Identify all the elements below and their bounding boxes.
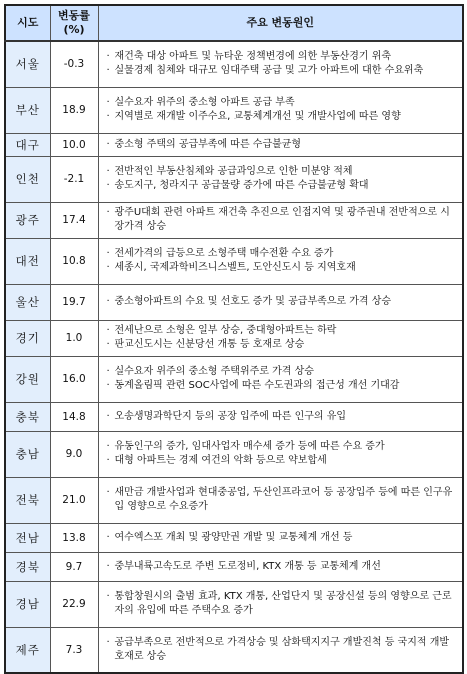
header-reasons: 주요 변동원인 [98, 5, 463, 41]
reasons-cell [98, 320, 463, 356]
reasons-cell [98, 133, 463, 156]
table-row [5, 431, 463, 477]
reason-item: · 실수요자 위주의 중소형 아파트 공급 부족 [107, 96, 457, 110]
rate-cell: 18.9 [50, 87, 98, 133]
rate-cell: 9.0 [50, 431, 98, 477]
table-row [5, 87, 463, 133]
rate-cell: 22.9 [50, 581, 98, 627]
reason-item: · 세종시, 국제과학비즈니스벨트, 도안신도시 등 지역호재 [107, 261, 457, 275]
reason-item: · 새만금 개발사업과 현대중공업, 두산인프라코어 등 공장입주 등에 따른 인구유입 영향으로 수요증가 [107, 486, 457, 514]
table-row [5, 477, 463, 523]
housing-price-change-table [4, 4, 464, 674]
table-row [5, 581, 463, 627]
reasons-cell [98, 581, 463, 627]
region-cell: 경남 [5, 581, 50, 627]
rate-cell: 17.4 [50, 202, 98, 238]
header-rate: 변동률 (%) [50, 5, 98, 41]
reason-item: · 동계올림픽 관련 SOC사업에 따른 수도권과의 접근성 개선 기대감 [107, 379, 457, 393]
reason-item: · 통합창원시의 출범 효과, KTX 개통, 산업단지 및 공장신설 등의 영향으로 근로자의 유입에 따른 주택수요 증가 [107, 590, 457, 618]
region-cell: 충북 [5, 402, 50, 431]
rate-cell: 9.7 [50, 552, 98, 581]
reason-item: · 유동인구의 증가, 임대사업자 매수세 증가 등에 따른 수요 증가 [107, 440, 457, 454]
region-cell: 전북 [5, 477, 50, 523]
reasons-cell [98, 477, 463, 523]
reason-item: · 전세가격의 급등으로 소형주택 매수전환 수요 증가 [107, 247, 457, 261]
table-row [5, 402, 463, 431]
rate-cell: 13.8 [50, 523, 98, 552]
rate-cell: 19.7 [50, 284, 98, 320]
region-cell: 대전 [5, 238, 50, 284]
reasons-cell [98, 356, 463, 402]
region-cell: 전남 [5, 523, 50, 552]
table-row [5, 284, 463, 320]
table-row [5, 238, 463, 284]
region-cell: 부산 [5, 87, 50, 133]
table-row [5, 523, 463, 552]
reasons-cell [98, 202, 463, 238]
reasons-cell [98, 402, 463, 431]
table-body [5, 41, 463, 673]
reason-item: · 실물경제 침체와 대규모 임대주택 공급 및 고가 아파트에 대한 수요위축 [107, 64, 457, 78]
reasons-cell [98, 523, 463, 552]
region-cell: 서울 [5, 41, 50, 87]
reason-item: · 재건축 대상 아파트 및 뉴타운 정책변경에 의한 부동산경기 위축 [107, 50, 457, 64]
region-cell: 충남 [5, 431, 50, 477]
reason-item: · 송도지구, 청라지구 공급물량 증가에 따른 수급불균형 확대 [107, 179, 457, 193]
rate-cell: 14.8 [50, 402, 98, 431]
reason-item: · 중부내륙고속도로 주변 도로정비, KTX 개통 등 교통체계 개선 [107, 560, 457, 574]
rate-cell: 10.0 [50, 133, 98, 156]
reason-item: · 지역별로 재개발 이주수요, 교통체계개선 및 개발사업에 따른 영향 [107, 110, 457, 124]
table-row [5, 133, 463, 156]
reason-item: · 판교신도시는 신분당선 개통 등 호재로 상승 [107, 338, 457, 352]
rate-cell: 1.0 [50, 320, 98, 356]
housing-price-table-container [4, 4, 462, 674]
region-cell: 강원 [5, 356, 50, 402]
table-row [5, 202, 463, 238]
rate-cell: -0.3 [50, 41, 98, 87]
reasons-cell [98, 627, 463, 673]
reasons-cell [98, 41, 463, 87]
reasons-cell [98, 284, 463, 320]
table-row [5, 41, 463, 87]
reasons-cell [98, 431, 463, 477]
region-cell: 경북 [5, 552, 50, 581]
table-row [5, 320, 463, 356]
reason-item: · 오송생명과학단지 등의 공장 입주에 따른 인구의 유입 [107, 410, 457, 424]
reason-item: · 전세난으로 소형은 일부 상승, 중대형아파트는 하락 [107, 324, 457, 338]
table-row [5, 356, 463, 402]
table-header-row [5, 5, 463, 41]
table-row [5, 156, 463, 202]
reasons-cell [98, 87, 463, 133]
region-cell: 광주 [5, 202, 50, 238]
reasons-cell [98, 238, 463, 284]
reasons-cell [98, 156, 463, 202]
header-region: 시도 [5, 5, 50, 41]
table-row [5, 552, 463, 581]
rate-cell: 21.0 [50, 477, 98, 523]
rate-cell: 10.8 [50, 238, 98, 284]
reasons-cell [98, 552, 463, 581]
region-cell: 경기 [5, 320, 50, 356]
reason-item: · 중소형아파트의 수요 및 선호도 증가 및 공급부족으로 가격 상승 [107, 295, 457, 309]
reason-item: · 여수엑스포 개최 및 광양만권 개발 및 교통체계 개선 등 [107, 531, 457, 545]
region-cell: 대구 [5, 133, 50, 156]
region-cell: 인천 [5, 156, 50, 202]
rate-cell: 16.0 [50, 356, 98, 402]
rate-cell: 7.3 [50, 627, 98, 673]
region-cell: 제주 [5, 627, 50, 673]
reason-item: · 실수요자 위주의 중소형 주택위주로 가격 상승 [107, 365, 457, 379]
reason-item: · 광주U대회 관련 아파트 재건축 추진으로 인접지역 및 광주권내 전반적으로 시장가격 상승 [107, 206, 457, 234]
reason-item: · 대형 아파트는 경제 여건의 악화 등으로 약보합세 [107, 454, 457, 468]
table-row [5, 627, 463, 673]
reason-item: · 전반적인 부동산침체와 공급과잉으로 인한 미분양 적체 [107, 165, 457, 179]
rate-cell: -2.1 [50, 156, 98, 202]
reason-item: · 중소형 주택의 공급부족에 따른 수급불균형 [107, 138, 457, 152]
region-cell: 울산 [5, 284, 50, 320]
reason-item: · 공급부족으로 전반적으로 가격상승 및 삼화택지지구 개발진척 등 국지적 개발 호재로 상승 [107, 636, 457, 664]
